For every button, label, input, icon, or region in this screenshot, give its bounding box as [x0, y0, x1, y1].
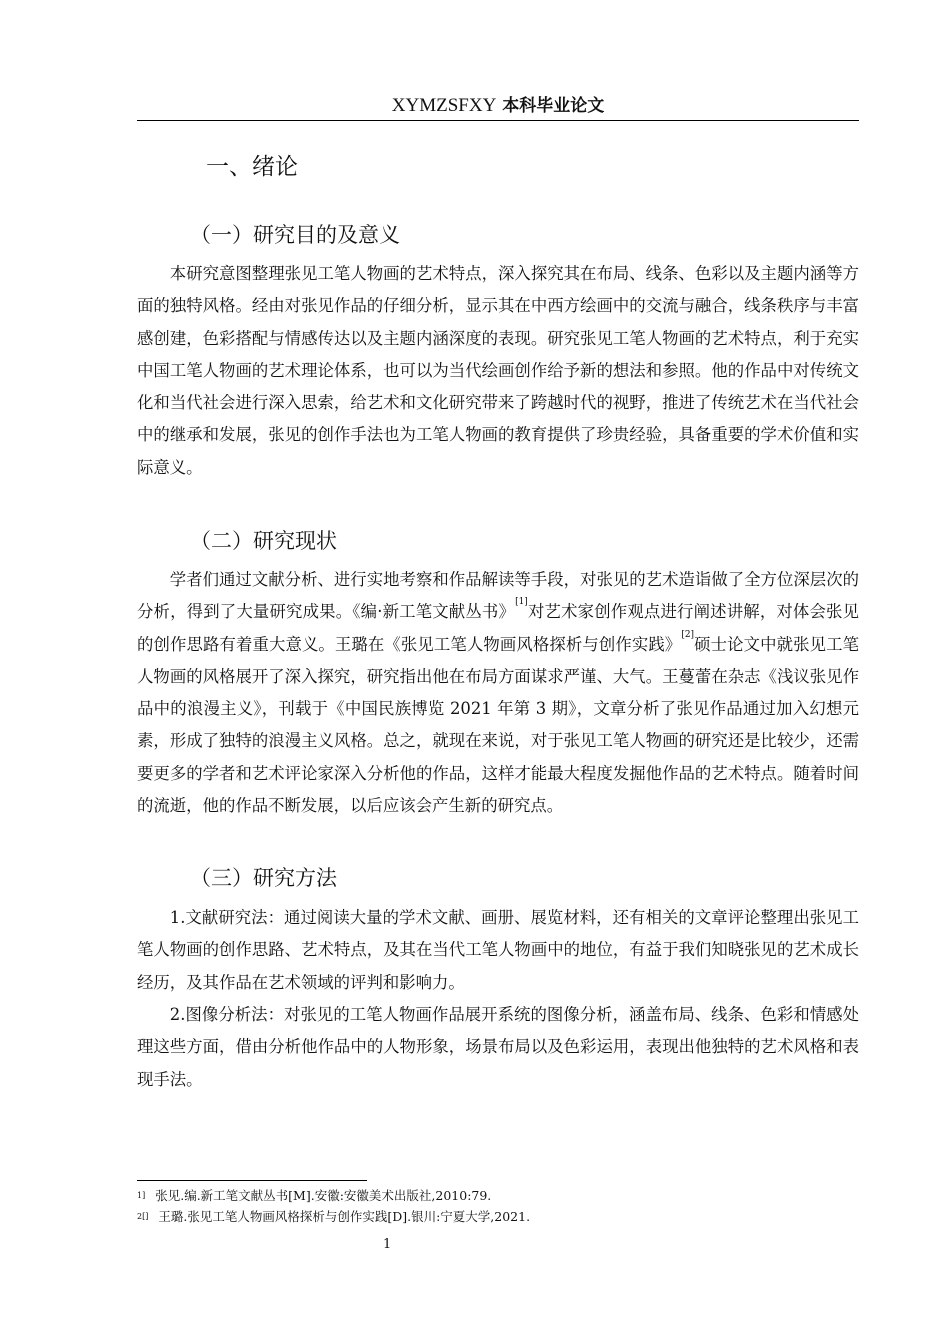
- section-2-paragraph: [137, 564, 859, 822]
- chapter-title: 一、绪论: [206, 154, 298, 180]
- footnote-2: [137, 1208, 530, 1226]
- section-heading-1: （一）研究目的及意义: [190, 223, 400, 247]
- footnote-2-text: 王璐.张见工笔人物画风格探析与创作实践[D].银川:宁夏大学,2021.: [158, 1209, 531, 1224]
- section-2-text-a: 学者们通过文献分析、进行实地考察和作品解读等手段，对张见的艺术造诣做了全方位深层次的分析，得到了大量研究成果。《编·新工笔文献丛书》: [137, 570, 859, 622]
- citation-ref-2[interactable]: [2]: [681, 629, 695, 640]
- section-heading-2: （二）研究现状: [190, 529, 337, 553]
- section-1-paragraph: 本研究意图整理张见工笔人物画的艺术特点，深入探究其在布局、线条、色彩以及主题内涵等方面的独特风格。经由对张见作品的仔细分析，显示其在中西方绘画中的交流与融合，线条秩序与丰富感创建，色彩搭配与情感传达以及主题内涵深度的表现。研究张见工笔人物画的艺术特点，利于充实中国工笔人物画的艺术理论体系，也可以为当代绘画创作给予新的想法和参照。他的作品中对传统文化和当代社会进行深入思索，给艺术和文化研究带来了跨越时代的视野，推进了传统艺术在当代社会中的继承和发展，张见的创作手法也为工笔人物画的教育提供了珍贵经验，具备重要的学术价值和实际意义。: [137, 264, 859, 477]
- method-item-2: 2.图像分析法：对张见的工笔人物画作品展开系统的图像分析，涵盖布局、线条、色彩和情感处理这些方面，借由分析他作品中的人物形象，场景布局以及色彩运用，表现出他独特的艺术风格和表现手法。: [137, 1005, 859, 1089]
- page-number: 1: [383, 1237, 392, 1252]
- footnote-1: [137, 1187, 491, 1205]
- footnote-1-text: 张见.编.新工笔文献丛书[M].安徽:安徽美术出版社,2010:79.: [155, 1188, 492, 1203]
- section-heading-3: （三）研究方法: [190, 866, 337, 890]
- header-rule: [137, 120, 859, 121]
- running-header: [137, 92, 859, 120]
- footnote-2-mark: 2[]: [137, 1212, 149, 1221]
- section-2-text-b: 对艺术家创作观点进行阐述讲解，对体会张见的创作思路有着重大意义。王璐在《张见工笔人物画风格探析与创作实践》: [137, 602, 860, 654]
- method-item-1: 1.文献研究法：通过阅读大量的学术文献、画册、展览材料，还有相关的文章评论整理出张见工笔人物画的创作思路、艺术特点，及其在当代工笔人物画中的地位，有益于我们知晓张见的艺术成长经历，及其作品在艺术领域的评判和影响力。: [137, 908, 859, 992]
- footnote-1-mark: 1]: [137, 1191, 146, 1200]
- citation-ref-1[interactable]: [1]: [515, 597, 528, 608]
- section-2-text-c: 硕士论文中就张见工笔人物画的风格展开了深入探究，研究指出他在布局方面谋求严谨、大气。王蔓蕾在杂志《浅议张见作品中的浪漫主义》，刊载于《中国民族博览 2021 年第 3 期》，文章分析了张见作品通过加入幻想元素，形成了独特的浪漫主义风格。总之，就现在来说，对于张见工笔人物画的研究还是比较少，还需要更多的学者和艺术评论家深入分析他的作品，这样才能最大程度发掘他作品的艺术特点。随着时间的流逝，他的作品不断发展，以后应该会产生新的研究点。: [137, 634, 860, 816]
- header-school-code: XYMZSFXY: [391, 95, 497, 116]
- header-title: 本科毕业论文: [496, 96, 605, 116]
- footnote-rule: [137, 1180, 367, 1181]
